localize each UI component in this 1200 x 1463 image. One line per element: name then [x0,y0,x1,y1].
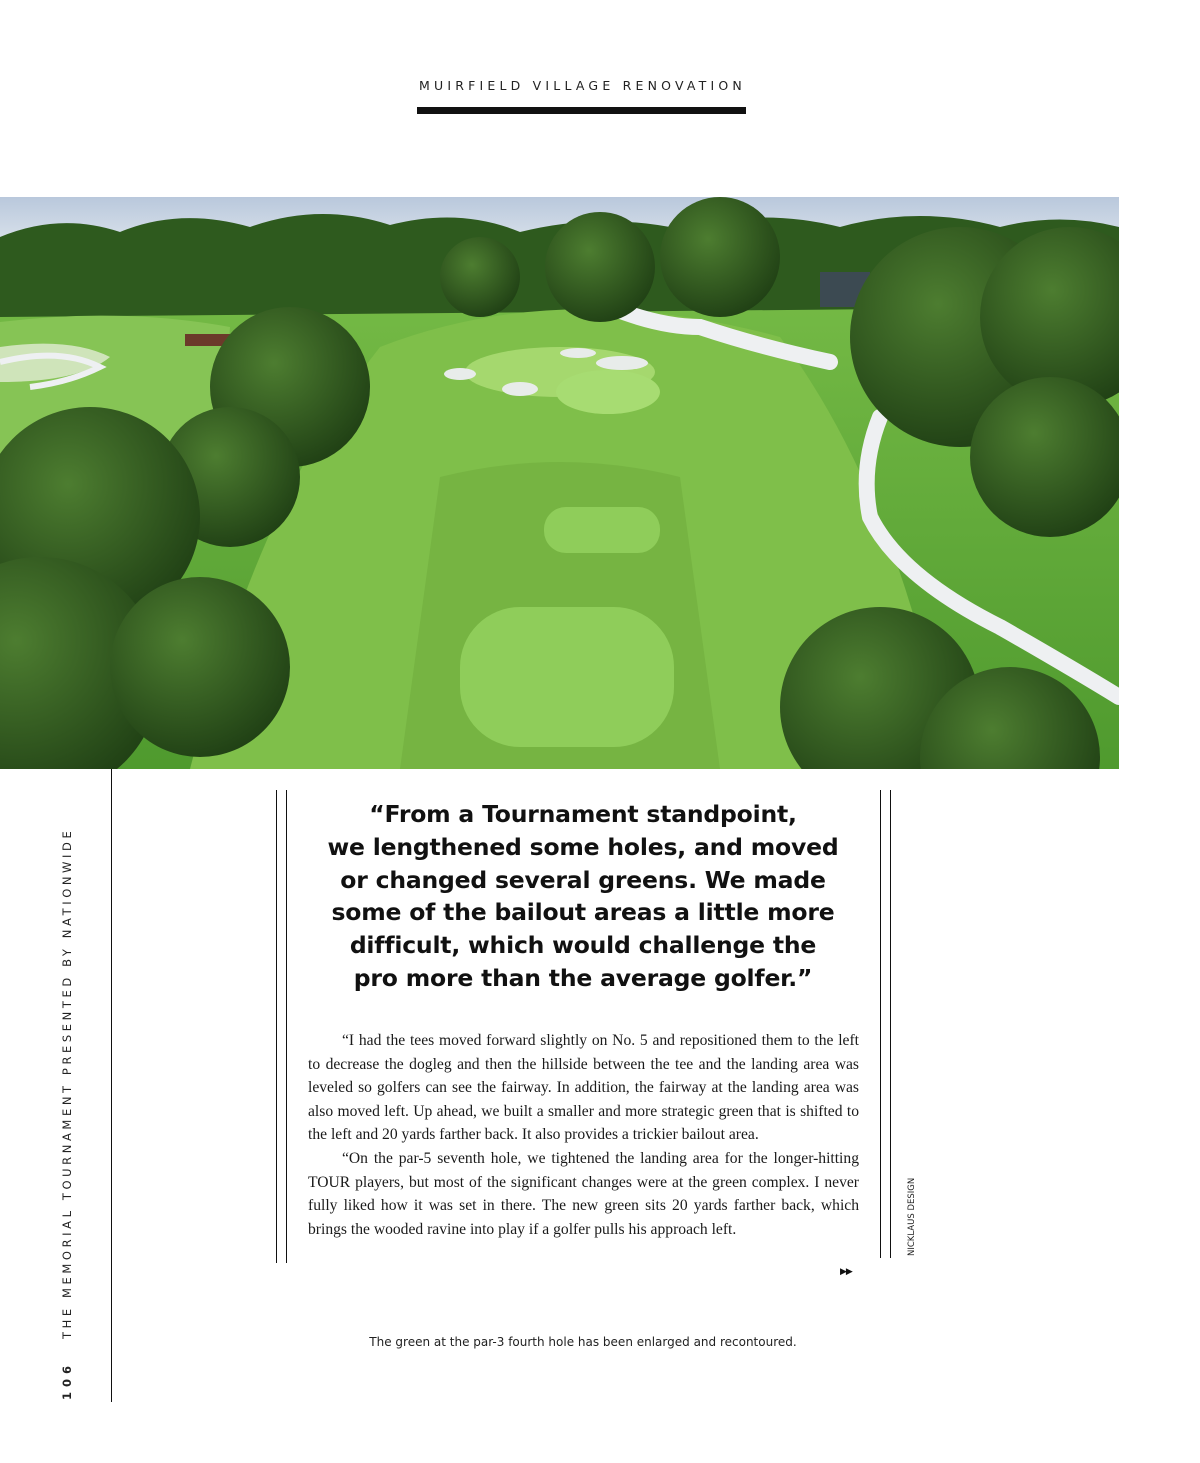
article-body [308,1029,859,1241]
page-number: 106 [60,1360,74,1400]
golf-hole-rendering [0,197,1119,769]
pull-quote-line: difficult, which would challenge the [349,931,817,960]
pull-quote-line: some of the bailout areas a little more [331,898,835,927]
header-rule [417,107,746,114]
column-rule-right-inner [880,790,881,1258]
golf-hole-illustration [0,197,1119,769]
pull-quote [300,798,866,995]
pull-quote-line: “From a Tournament standpoint, [369,800,797,828]
column-rule-left-inner [286,790,287,1263]
column-rule-right-outer [890,790,891,1258]
body-paragraph: “On the par-5 seventh hole, we tightened the landing area for the longer-hitting TOUR players, but most of the significant changes were at the green complex. I never fully liked how it was set in there. The new green sits 20 yards farther back, which brings the wooded ravine into play if a golfer pulls his approach left. [308,1149,859,1238]
photo-credit: NICKLAUS DESIGN [907,1177,917,1256]
continue-arrow-icon: ▶▶ [840,1267,852,1277]
publication-title: THE MEMORIAL TOURNAMENT PRESENTED BY NATIONWIDE [60,827,74,1339]
body-paragraph: “I had the tees moved forward slightly on No. 5 and repositioned them to the left to decrease the dogleg and then the hillside between the tee and the landing area was leveled so golfers can see the fairway. In addition, the fairway at the landing area was also moved left. Up ahead, we built a smaller and more strategic green that is shifted to the left and 20 yards farther back. It also provides a trickier bailout area. [308,1032,859,1144]
margin-rule [111,769,112,1402]
pull-quote-line: pro more than the average golfer.” [353,963,813,992]
column-rule-left-outer [276,790,277,1263]
pull-quote-line: we lengthened some holes, and moved [327,832,839,861]
photo-caption: The green at the par-3 fourth hole has been enlarged and recontoured. [369,1335,797,1349]
section-title: MUIRFIELD VILLAGE RENOVATION [419,78,746,93]
pull-quote-line: or changed several greens. We made [340,865,826,894]
running-footer [58,800,76,1400]
